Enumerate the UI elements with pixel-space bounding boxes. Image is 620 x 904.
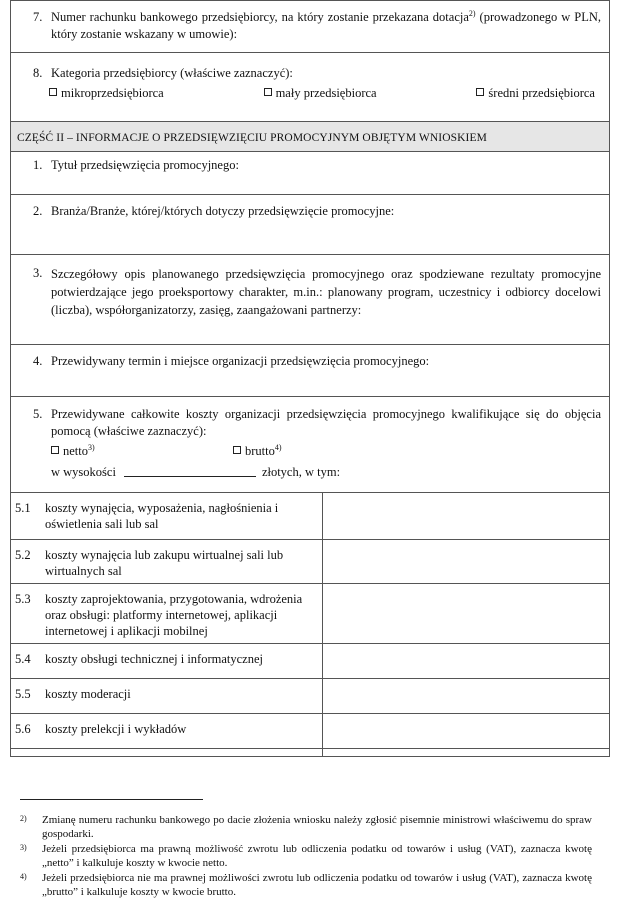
cost-value-cell[interactable] (323, 679, 609, 713)
cost-row-5-3 (10, 584, 610, 644)
cost-number: 5.3 (15, 592, 31, 606)
application-form (10, 0, 610, 757)
cost-label: koszty obsługi technicznej i informatycznej (45, 652, 263, 666)
cost-row-5-5 (10, 679, 610, 714)
cost-number: 5.2 (15, 548, 31, 562)
cost-label: koszty prelekcji i wykładów (45, 722, 187, 736)
cost-value-cell[interactable] (323, 493, 609, 539)
question-5-costs (10, 397, 610, 493)
cost-label: koszty wynajęcia, wyposażenia, nagłośnienia i oświetlenia sali lub sal (45, 501, 279, 531)
cost-row-5-6 (10, 714, 610, 749)
checkbox-brutto[interactable]: brutto$^{4)}$ (233, 443, 282, 460)
cost-value-cell[interactable] (323, 644, 609, 678)
question-1-title[interactable] (10, 152, 610, 195)
cost-label: koszty zaprojektowania, przygotowania, wdrożenia oraz obsługi: platformy internetowej, aplikacji internetowej i aplikacji mobilnej (45, 592, 303, 638)
amount-input-line[interactable] (124, 464, 256, 477)
question-4-date-place[interactable] (10, 345, 610, 397)
question-3-description[interactable] (10, 255, 610, 345)
item-8-text: Kategoria przedsiębiorcy (właściwe zaznaczyć): (51, 66, 293, 80)
cost-number: 5.1 (15, 501, 31, 515)
checkbox-medium[interactable]: średni przedsiębiorca (476, 85, 595, 102)
checkbox-micro[interactable]: mikroprzedsiębiorca (49, 85, 164, 102)
item-number: 8. (33, 66, 43, 80)
item-7-bank-account[interactable] (10, 0, 610, 53)
footnote-2: 2) Zmianę numeru rachunku bankowego po dacie złożenia wniosku należy zgłosić pisemnie ministrowi właściwemu do spraw gospodarki. (20, 814, 592, 840)
question-number: 1. (33, 158, 43, 172)
cost-row-5-4 (10, 644, 610, 679)
question-number: 5. (33, 407, 43, 421)
item-7-text: Numer rachunku bankowego przedsiębiorcy, na który zostanie przekazana dotacja$^{2)}$ (prowadzonego w PLN, który zostanie wskazany w umowie): (51, 8, 601, 41)
section-2-header: CZĘŚĆ II – INFORMACJE O PRZEDSIĘWZIĘCIU PROMOCYJNYM OBJĘTYM WNIOSKIEM (10, 122, 610, 152)
question-number: 4. (33, 354, 43, 368)
question-text: Przewidywane całkowite koszty organizacji przedsięwzięcia promocyjnego kwalifikujące się do objęcia pomocą (właściwe zaznaczyć): (51, 407, 601, 438)
question-2-industry[interactable] (10, 195, 610, 255)
checkbox-icon[interactable] (233, 446, 241, 454)
item-number: 7. (33, 10, 43, 24)
cost-value-cell[interactable] (323, 584, 609, 643)
question-number: 3. (33, 266, 43, 280)
footnote-3: 3) Jeżeli przedsiębiorca ma prawną możliwość zwrotu lub odliczenia podatku od towarów i usług (VAT), zaznacza kwotę „netto” i kalkuluje koszty w kwocie netto. (20, 843, 592, 869)
question-text: Branża/Branże, której/których dotyczy przedsięwzięcie promocyjne: (51, 204, 395, 218)
checkbox-icon[interactable] (476, 88, 484, 96)
cost-label: koszty wynajęcia lub zakupu wirtualnej sali lub wirtualnych sal (45, 548, 284, 578)
checkbox-icon[interactable] (51, 446, 59, 454)
cost-number: 5.5 (15, 687, 31, 701)
cost-number: 5.4 (15, 652, 31, 666)
cost-label: koszty moderacji (45, 687, 131, 701)
checkbox-icon[interactable] (49, 88, 57, 96)
question-number: 2. (33, 204, 43, 218)
cost-value-cell[interactable] (323, 749, 609, 756)
amount-line-row: w wysokości złotych, w tym: (51, 465, 341, 479)
question-text: Szczegółowy opis planowanego przedsięwzięcia promocyjnego oraz spodziewane rezultaty promocyjne potwierdzające jego proeksportowy charakter, m.in.: planowany program, uczestnicy i odbiorcy docelowi (liczba), współorganizatorzy, zasięg, zaangażowani partnerzy: (51, 267, 601, 317)
cost-value-cell[interactable] (323, 540, 609, 583)
question-text: Tytuł przedsięwzięcia promocyjnego: (51, 158, 239, 172)
question-text: Przewidywany termin i miejsce organizacji przedsięwzięcia promocyjnego: (51, 354, 430, 368)
footnote-4: 4) Jeżeli przedsiębiorca nie ma prawnej możliwości zwrotu lub odliczenia podatku od towarów i usług (VAT), zaznacza kwotę „brutto” i kalkuluje koszty w kwocie brutto. (20, 872, 592, 898)
cost-row-5-2 (10, 540, 610, 584)
cost-row-empty (10, 749, 610, 757)
footnotes (20, 800, 592, 899)
cost-number: 5.6 (15, 722, 31, 736)
cost-row-5-1 (10, 493, 610, 540)
checkbox-netto[interactable]: netto$^{3)}$ (51, 443, 233, 460)
item-8-category (10, 53, 610, 122)
checkbox-small[interactable]: mały przedsiębiorca (264, 85, 377, 102)
checkbox-icon[interactable] (264, 88, 272, 96)
cost-value-cell[interactable] (323, 714, 609, 748)
